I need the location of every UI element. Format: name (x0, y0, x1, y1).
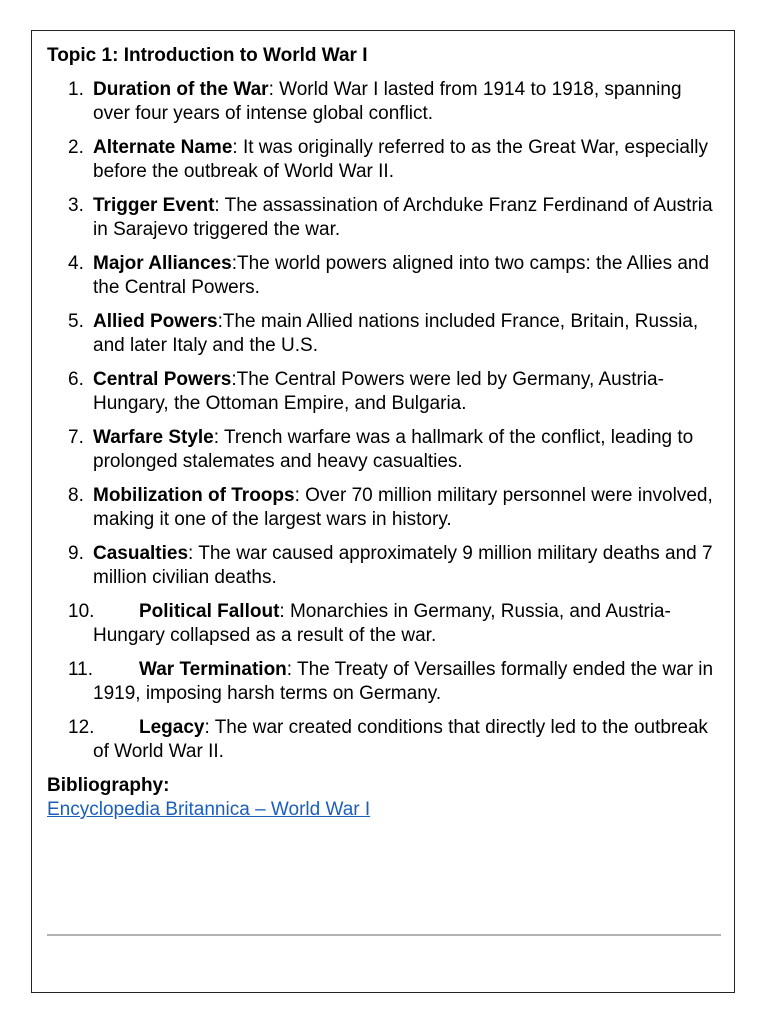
item-term: Legacy (139, 717, 205, 738)
item-text: :The main Allied nations included France, Britain, Russia, and later Italy and the U.S. (93, 311, 699, 356)
item-text: : The war caused approximately 9 million military deaths and 7 million civilian deaths. (93, 543, 713, 588)
item-term: Political Fallout (139, 601, 280, 622)
list-item (0, 716, 720, 764)
item-term: Mobilization of Troops (93, 485, 295, 506)
item-term: Major Alliances (93, 253, 232, 274)
item-text: :The world powers aligned into two camps: the Allies and the Central Powers. (93, 253, 710, 298)
item-number: 10. (68, 601, 95, 622)
list-item (0, 252, 720, 300)
item-term: Duration of the War (93, 79, 269, 100)
item-number: 1. (68, 79, 84, 100)
item-number: 7. (68, 427, 84, 448)
item-text: : Over 70 million military personnel were involved, making it one of the largest wars in history. (93, 485, 713, 530)
item-number: 12. (68, 717, 95, 738)
list-item (0, 136, 720, 184)
list-item (0, 600, 720, 648)
list-item (0, 78, 720, 126)
bibliography-heading: Bibliography: (47, 775, 170, 796)
list-item (0, 484, 720, 532)
item-text: : The war created conditions that directly led to the outbreak of World War II. (93, 717, 708, 762)
item-text: : The assassination of Archduke Franz Ferdinand of Austria in Sarajevo triggered the war. (93, 195, 713, 240)
item-number: 6. (68, 369, 84, 390)
list-item (0, 368, 720, 416)
item-number: 2. (68, 137, 84, 158)
item-text: : It was originally referred to as the Great War, especially before the outbreak of World War II. (93, 137, 708, 182)
list-item (0, 194, 720, 242)
item-term: Alternate Name (93, 137, 233, 158)
item-term: War Termination (139, 659, 287, 680)
item-text: : The Treaty of Versailles formally ended the war in 1919, imposing harsh terms on Germany. (93, 659, 714, 704)
item-number: 5. (68, 311, 84, 332)
horizontal-divider (47, 934, 721, 936)
item-number: 3. (68, 195, 84, 216)
list-item (0, 542, 720, 590)
topic-list (0, 78, 768, 774)
item-text: : Trench warfare was a hallmark of the conflict, leading to prolonged stalemates and heavy casualties. (93, 427, 694, 472)
item-term: Warfare Style (93, 427, 214, 448)
item-term: Central Powers (93, 369, 232, 390)
item-text: : Monarchies in Germany, Russia, and Austria-Hungary collapsed as a result of the war. (93, 601, 671, 646)
item-term: Trigger Event (93, 195, 215, 216)
list-item (0, 426, 720, 474)
document-title: Topic 1: Introduction to World War I (47, 45, 368, 66)
item-number: 11. (68, 659, 94, 680)
list-item (0, 658, 720, 706)
list-item (0, 310, 720, 358)
item-number: 4. (68, 253, 84, 274)
item-term: Allied Powers (93, 311, 218, 332)
item-term: Casualties (93, 543, 189, 564)
item-number: 9. (68, 543, 84, 564)
item-number: 8. (68, 485, 84, 506)
item-text: :The Central Powers were led by Germany, Austria-Hungary, the Ottoman Empire, and Bulgaria. (93, 369, 664, 414)
bibliography-link[interactable]: Encyclopedia Britannica – World War I (47, 799, 371, 820)
item-text: : World War I lasted from 1914 to 1918, spanning over four years of intense global conflict. (93, 79, 682, 124)
